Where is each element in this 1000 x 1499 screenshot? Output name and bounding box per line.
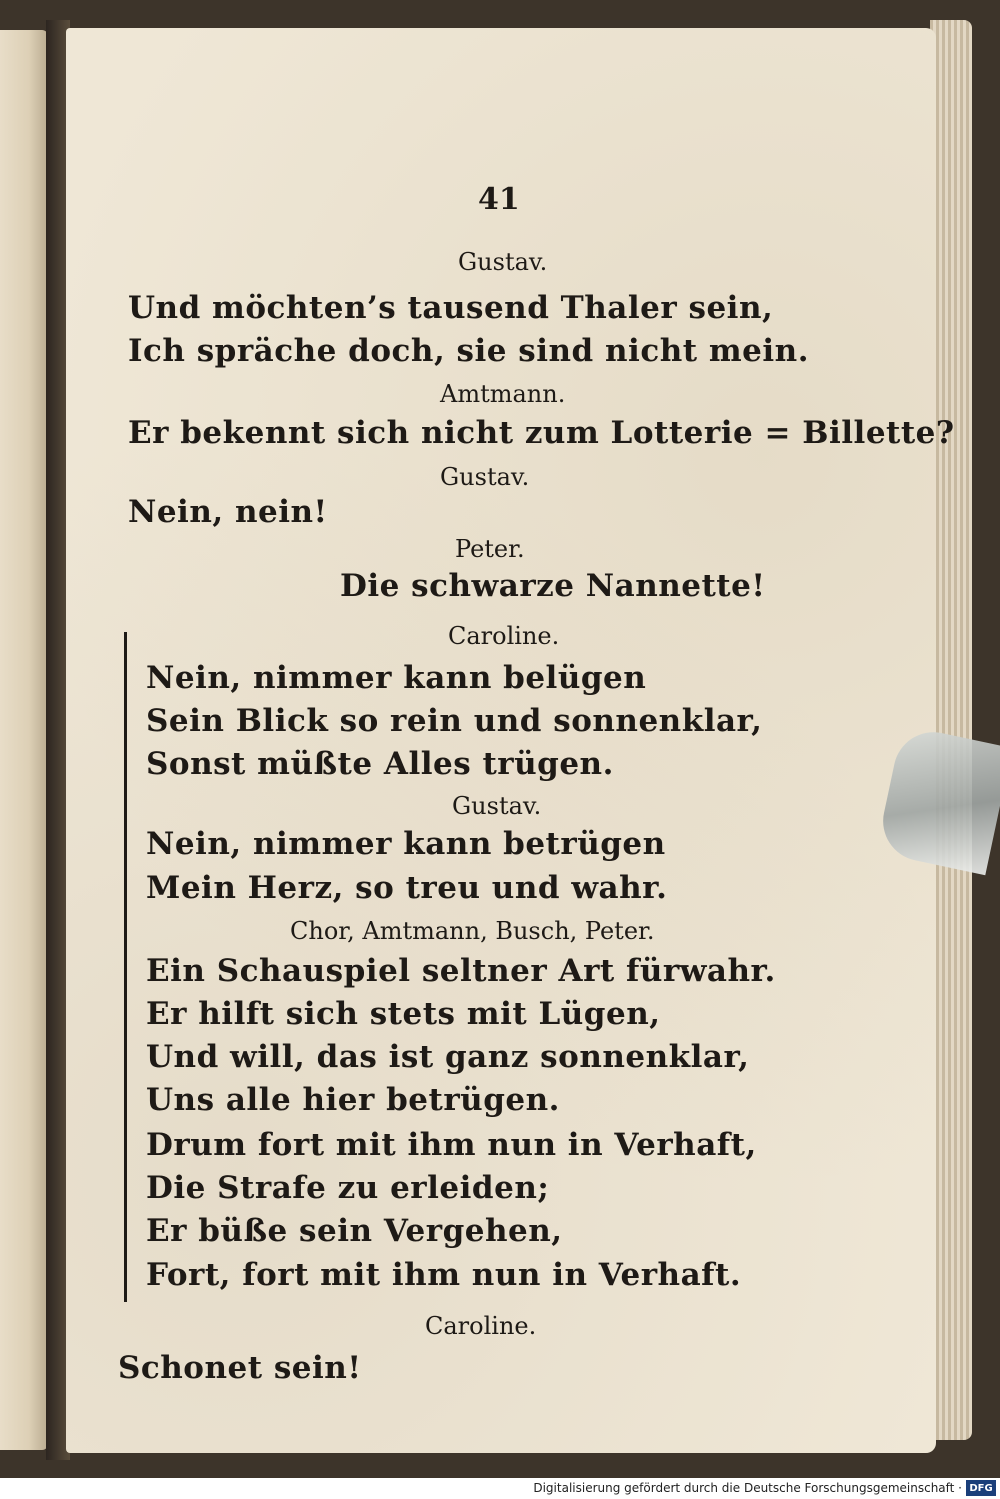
verse-line: Die schwarze Nannette! bbox=[340, 568, 766, 604]
footer-credit: Digitalisierung gefördert durch die Deutsche Forschungsgemeinschaft · bbox=[533, 1481, 962, 1495]
verse-line: Sonst müßte Alles trügen. bbox=[146, 746, 614, 782]
left-page-edge bbox=[0, 30, 48, 1450]
footer bbox=[0, 1478, 1000, 1499]
verse-line: Nein, nimmer kann belügen bbox=[146, 660, 647, 696]
speaker-caroline: Caroline. bbox=[425, 1312, 537, 1340]
speaker-chor: Chor, Amtmann, Busch, Peter. bbox=[290, 917, 655, 945]
verse-line: Nein, nimmer kann betrügen bbox=[146, 826, 666, 862]
verse-line: Mein Herz, so treu und wahr. bbox=[146, 870, 668, 906]
verse-line: Sein Blick so rein und sonnenklar, bbox=[146, 703, 763, 739]
speaker-gustav: Gustav. bbox=[458, 248, 548, 276]
speaker-gustav: Gustav. bbox=[440, 463, 530, 491]
speaker-amtmann: Amtmann. bbox=[440, 380, 566, 408]
page-number: 41 bbox=[478, 182, 520, 217]
speaker-gustav: Gustav. bbox=[452, 792, 542, 820]
verse-line: Fort, fort mit ihm nun in Verhaft. bbox=[146, 1257, 742, 1293]
speaker-caroline: Caroline. bbox=[448, 622, 560, 650]
verse-line: Er büße sein Vergehen, bbox=[146, 1213, 563, 1249]
dfg-logo: DFG bbox=[966, 1480, 996, 1496]
verse-line: Er hilft sich stets mit Lügen, bbox=[146, 996, 661, 1032]
verse-line: Die Strafe zu erleiden; bbox=[146, 1170, 550, 1206]
verse-line: Und will, das ist ganz sonnenklar, bbox=[146, 1039, 750, 1075]
verse-line: Nein, nein! bbox=[128, 494, 328, 530]
verse-line: Ich spräche doch, sie sind nicht mein. bbox=[128, 333, 809, 369]
verse-line: Er bekennt sich nicht zum Lotterie = Billette? bbox=[128, 415, 955, 451]
page-stack-edge bbox=[930, 20, 972, 1440]
verse-line: Schonet sein! bbox=[118, 1350, 362, 1386]
speaker-peter: Peter. bbox=[455, 535, 525, 563]
verse-line: Und möchten’s tausend Thaler sein, bbox=[128, 290, 774, 326]
verse-line: Drum fort mit ihm nun in Verhaft, bbox=[146, 1127, 757, 1163]
verse-bracket bbox=[124, 632, 135, 1302]
verse-line: Ein Schauspiel seltner Art fürwahr. bbox=[146, 953, 776, 989]
verse-line: Uns alle hier betrügen. bbox=[146, 1082, 560, 1118]
